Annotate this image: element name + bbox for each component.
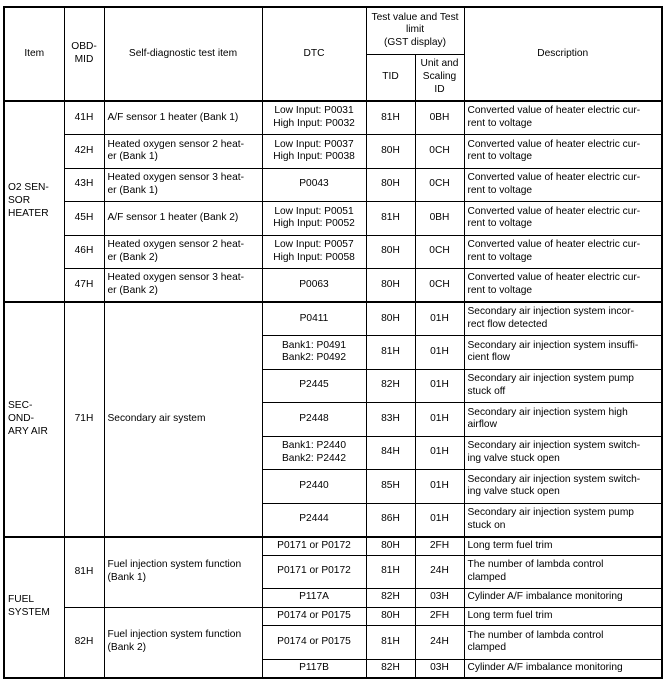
scaling-id-cell: 0CH bbox=[415, 235, 464, 269]
description-cell: Converted value of heater electric cur- rent to voltage bbox=[464, 101, 662, 135]
scaling-id-cell: 03H bbox=[415, 589, 464, 608]
header-unit-scaling: Unit and Scaling ID bbox=[415, 54, 464, 101]
table-row bbox=[4, 607, 662, 626]
item-cell: O2 SEN- SOR HEATER bbox=[4, 101, 64, 302]
test-item-cell: A/F sensor 1 heater (Bank 2) bbox=[104, 202, 262, 236]
dtc-cell: Low Input: P0031 High Input: P0032 bbox=[262, 101, 366, 135]
dtc-cell: P117A bbox=[262, 589, 366, 608]
description-cell: Secondary air injection system high airflow bbox=[464, 403, 662, 437]
description-cell: Converted value of heater electric cur- rent to voltage bbox=[464, 202, 662, 236]
tid-cell: 85H bbox=[366, 470, 415, 504]
dtc-cell: P0043 bbox=[262, 168, 366, 202]
table-body bbox=[4, 101, 662, 678]
scaling-id-cell: 01H bbox=[415, 336, 464, 370]
table-row bbox=[4, 235, 662, 269]
description-cell: Secondary air injection system switch- ing valve stuck open bbox=[464, 470, 662, 504]
scaling-id-cell: 01H bbox=[415, 503, 464, 537]
dtc-cell: P2440 bbox=[262, 470, 366, 504]
tid-cell: 83H bbox=[366, 403, 415, 437]
dtc-cell: P0411 bbox=[262, 302, 366, 336]
scaling-id-cell: 0CH bbox=[415, 269, 464, 303]
description-cell: Secondary air injection system switch- ing valve stuck open bbox=[464, 436, 662, 470]
table-row bbox=[4, 168, 662, 202]
dtc-cell: P0174 or P0175 bbox=[262, 607, 366, 626]
dtc-cell: Low Input: P0051 High Input: P0052 bbox=[262, 202, 366, 236]
header-tid: TID bbox=[366, 54, 415, 101]
tid-cell: 82H bbox=[366, 369, 415, 403]
tid-cell: 81H bbox=[366, 101, 415, 135]
test-item-cell: Heated oxygen sensor 2 heat- er (Bank 1) bbox=[104, 135, 262, 169]
obd-mid-cell: 41H bbox=[64, 101, 104, 135]
obd-mid-cell: 47H bbox=[64, 269, 104, 303]
obd-mid-cell: 82H bbox=[64, 607, 104, 678]
tid-cell: 86H bbox=[366, 503, 415, 537]
table-row bbox=[4, 269, 662, 303]
obd-mid-table bbox=[3, 6, 663, 679]
description-cell: Secondary air injection system incor- rect flow detected bbox=[464, 302, 662, 336]
header-test-value: Test value and Test limit (GST display) bbox=[366, 7, 464, 54]
description-cell: Long term fuel trim bbox=[464, 607, 662, 626]
tid-cell: 81H bbox=[366, 626, 415, 660]
dtc-cell: P0174 or P0175 bbox=[262, 626, 366, 660]
description-cell: Cylinder A/F imbalance monitoring bbox=[464, 589, 662, 608]
description-cell: Secondary air injection system pump stuck off bbox=[464, 369, 662, 403]
obd-mid-cell: 43H bbox=[64, 168, 104, 202]
test-item-cell: Heated oxygen sensor 3 heat- er (Bank 2) bbox=[104, 269, 262, 303]
description-cell: The number of lambda control clamped bbox=[464, 555, 662, 589]
table-row bbox=[4, 302, 662, 336]
obd-mid-cell: 46H bbox=[64, 235, 104, 269]
tid-cell: 82H bbox=[366, 589, 415, 608]
dtc-cell: P2448 bbox=[262, 403, 366, 437]
description-cell: Converted value of heater electric cur- rent to voltage bbox=[464, 269, 662, 303]
description-cell: Cylinder A/F imbalance monitoring bbox=[464, 659, 662, 678]
scaling-id-cell: 01H bbox=[415, 403, 464, 437]
description-cell: Converted value of heater electric cur- rent to voltage bbox=[464, 135, 662, 169]
tid-cell: 80H bbox=[366, 135, 415, 169]
scaling-id-cell: 2FH bbox=[415, 607, 464, 626]
description-cell: Converted value of heater electric cur- rent to voltage bbox=[464, 235, 662, 269]
description-cell: Secondary air injection system insuffi- cient flow bbox=[464, 336, 662, 370]
table-row bbox=[4, 101, 662, 135]
dtc-cell: Bank1: P2440 Bank2: P2442 bbox=[262, 436, 366, 470]
obd-mid-cell: 81H bbox=[64, 537, 104, 608]
tid-cell: 81H bbox=[366, 202, 415, 236]
scaling-id-cell: 2FH bbox=[415, 537, 464, 556]
dtc-cell: Bank1: P0491 Bank2: P0492 bbox=[262, 336, 366, 370]
scaling-id-cell: 24H bbox=[415, 626, 464, 660]
header-item: Item bbox=[4, 7, 64, 101]
header-obd-mid: OBD- MID bbox=[64, 7, 104, 101]
item-cell: FUEL SYSTEM bbox=[4, 537, 64, 678]
tid-cell: 80H bbox=[366, 607, 415, 626]
scaling-id-cell: 01H bbox=[415, 436, 464, 470]
test-item-cell: Fuel injection system function (Bank 1) bbox=[104, 537, 262, 608]
tid-cell: 80H bbox=[366, 168, 415, 202]
tid-cell: 81H bbox=[366, 336, 415, 370]
dtc-cell: Low Input: P0057 High Input: P0058 bbox=[262, 235, 366, 269]
table-row bbox=[4, 202, 662, 236]
scaling-id-cell: 24H bbox=[415, 555, 464, 589]
scaling-id-cell: 03H bbox=[415, 659, 464, 678]
description-cell: Long term fuel trim bbox=[464, 537, 662, 556]
table-row bbox=[4, 135, 662, 169]
test-item-cell: Heated oxygen sensor 2 heat- er (Bank 2) bbox=[104, 235, 262, 269]
dtc-cell: P2444 bbox=[262, 503, 366, 537]
scaling-id-cell: 0BH bbox=[415, 101, 464, 135]
tid-cell: 84H bbox=[366, 436, 415, 470]
obd-mid-cell: 71H bbox=[64, 302, 104, 537]
test-item-cell: Heated oxygen sensor 3 heat- er (Bank 1) bbox=[104, 168, 262, 202]
obd-mid-cell: 45H bbox=[64, 202, 104, 236]
tid-cell: 80H bbox=[366, 302, 415, 336]
test-item-cell: Secondary air system bbox=[104, 302, 262, 537]
scaling-id-cell: 01H bbox=[415, 302, 464, 336]
obd-mid-cell: 42H bbox=[64, 135, 104, 169]
dtc-cell: P0171 or P0172 bbox=[262, 555, 366, 589]
dtc-cell: P0171 or P0172 bbox=[262, 537, 366, 556]
tid-cell: 82H bbox=[366, 659, 415, 678]
test-item-cell: A/F sensor 1 heater (Bank 1) bbox=[104, 101, 262, 135]
tid-cell: 80H bbox=[366, 235, 415, 269]
scaling-id-cell: 0CH bbox=[415, 168, 464, 202]
header-dtc: DTC bbox=[262, 7, 366, 101]
dtc-cell: P117B bbox=[262, 659, 366, 678]
scaling-id-cell: 01H bbox=[415, 470, 464, 504]
item-cell: SEC- OND- ARY AIR bbox=[4, 302, 64, 537]
tid-cell: 81H bbox=[366, 555, 415, 589]
scaling-id-cell: 01H bbox=[415, 369, 464, 403]
table-row bbox=[4, 537, 662, 556]
test-item-cell: Fuel injection system function (Bank 2) bbox=[104, 607, 262, 678]
description-cell: Secondary air injection system pump stuck on bbox=[464, 503, 662, 537]
tid-cell: 80H bbox=[366, 537, 415, 556]
header-test-item: Self-diagnostic test item bbox=[104, 7, 262, 101]
dtc-cell: P0063 bbox=[262, 269, 366, 303]
description-cell: The number of lambda control clamped bbox=[464, 626, 662, 660]
dtc-cell: P2445 bbox=[262, 369, 366, 403]
scaling-id-cell: 0CH bbox=[415, 135, 464, 169]
header-description: Description bbox=[464, 7, 662, 101]
tid-cell: 80H bbox=[366, 269, 415, 303]
scaling-id-cell: 0BH bbox=[415, 202, 464, 236]
dtc-cell: Low Input: P0037 High Input: P0038 bbox=[262, 135, 366, 169]
description-cell: Converted value of heater electric cur- rent to voltage bbox=[464, 168, 662, 202]
